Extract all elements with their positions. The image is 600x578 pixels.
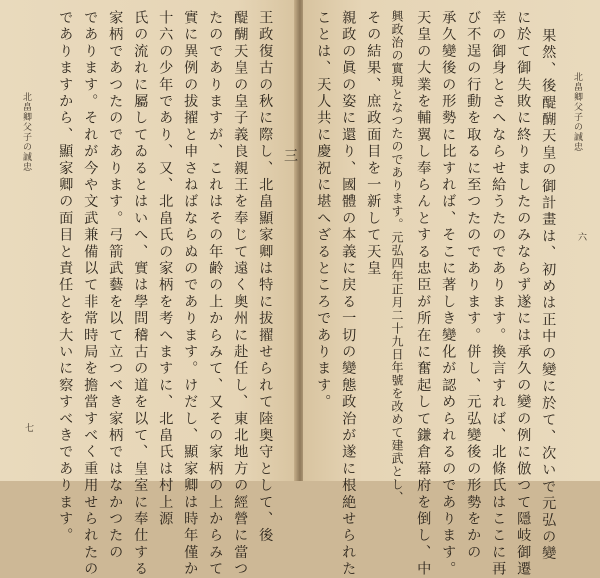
text-column: ことは、天人共に慶祝に堪へざるところであります。 <box>315 10 332 411</box>
text-column: 承久變後の形勢に比すれば、そこに著しき變化が認められるのであります。 <box>440 10 457 578</box>
text-column: 天皇の大業を輔翼し奉らんとする忠臣が所在に奮起して鎌倉幕府を倒し、中 <box>415 10 432 578</box>
text-column: 果然、後醍醐天皇の御計畫は、初めは正中の變に於て、次いで元弘の變 <box>540 28 557 563</box>
text-column: 幸の御身とさへならせ給うたのであります。換言すれば、北條氏はここに再 <box>490 10 507 578</box>
text-column: に於て御失敗に終りましたのみならず遂には承久の變の例に倣つて隱岐御遷 <box>515 10 532 578</box>
page-number: 七 <box>23 423 33 433</box>
text-column: 興政治の實現となつたのであります。元弘四年正月二十九日年號を改めて建武とし、 <box>390 10 404 504</box>
text-column: 親政の眞の姿に還り、國體の本義に戻る一切の變態政治が遂に根絶せられた <box>340 10 357 578</box>
text-column: び不逞の行動を取るに至つたのであります。併し、元弘變後の形勢をかの <box>465 10 482 562</box>
page-number: 六 <box>576 232 586 242</box>
text-column: 醍醐天皇の皇子義良親王を奉じて遠く奥州に赴任し、東北地方の經營に當つ <box>232 10 249 578</box>
text-column: 十六の少年であり、又、北畠氏の家柄を考へますに、北畠氏は村上源 <box>157 10 174 528</box>
text-column: たのでありますが、これはその年齢の上からみて、又その家柄の上からみて <box>207 10 224 578</box>
text-column: その結果、庶政面目を一新して天皇 <box>365 10 382 278</box>
text-column: でありますから、顯家卿の面目と責任とを大いに察すべきであります。 <box>57 10 74 545</box>
text-column: 王政復古の秋に際し、北畠顯家卿は特に拔擢せられて陸奥守として、後 <box>257 10 274 545</box>
running-head: 北畠卿父子の誠忠 <box>572 72 582 152</box>
text-column: 家柄であつたのであります。弓箭武藝を以て立つべき家柄ではなかつたの <box>107 10 124 562</box>
right-page <box>303 0 600 578</box>
text-column: であります。それが今や文武兼備以て非常時局を擔當すべく重用せられたの <box>82 10 99 578</box>
running-head: 北畠卿父子の誠忠 <box>21 92 31 172</box>
text-column: 實に異例の拔擢と申さねばならぬのであります。けだし、顯家卿は時年僅か <box>182 10 199 578</box>
section-number: 三 <box>282 148 298 162</box>
text-column: 氏の流れに屬してゐるとはいへ、實は學問稽古の道を以て、皇室に奉仕する <box>132 10 149 578</box>
left-page <box>0 0 297 578</box>
